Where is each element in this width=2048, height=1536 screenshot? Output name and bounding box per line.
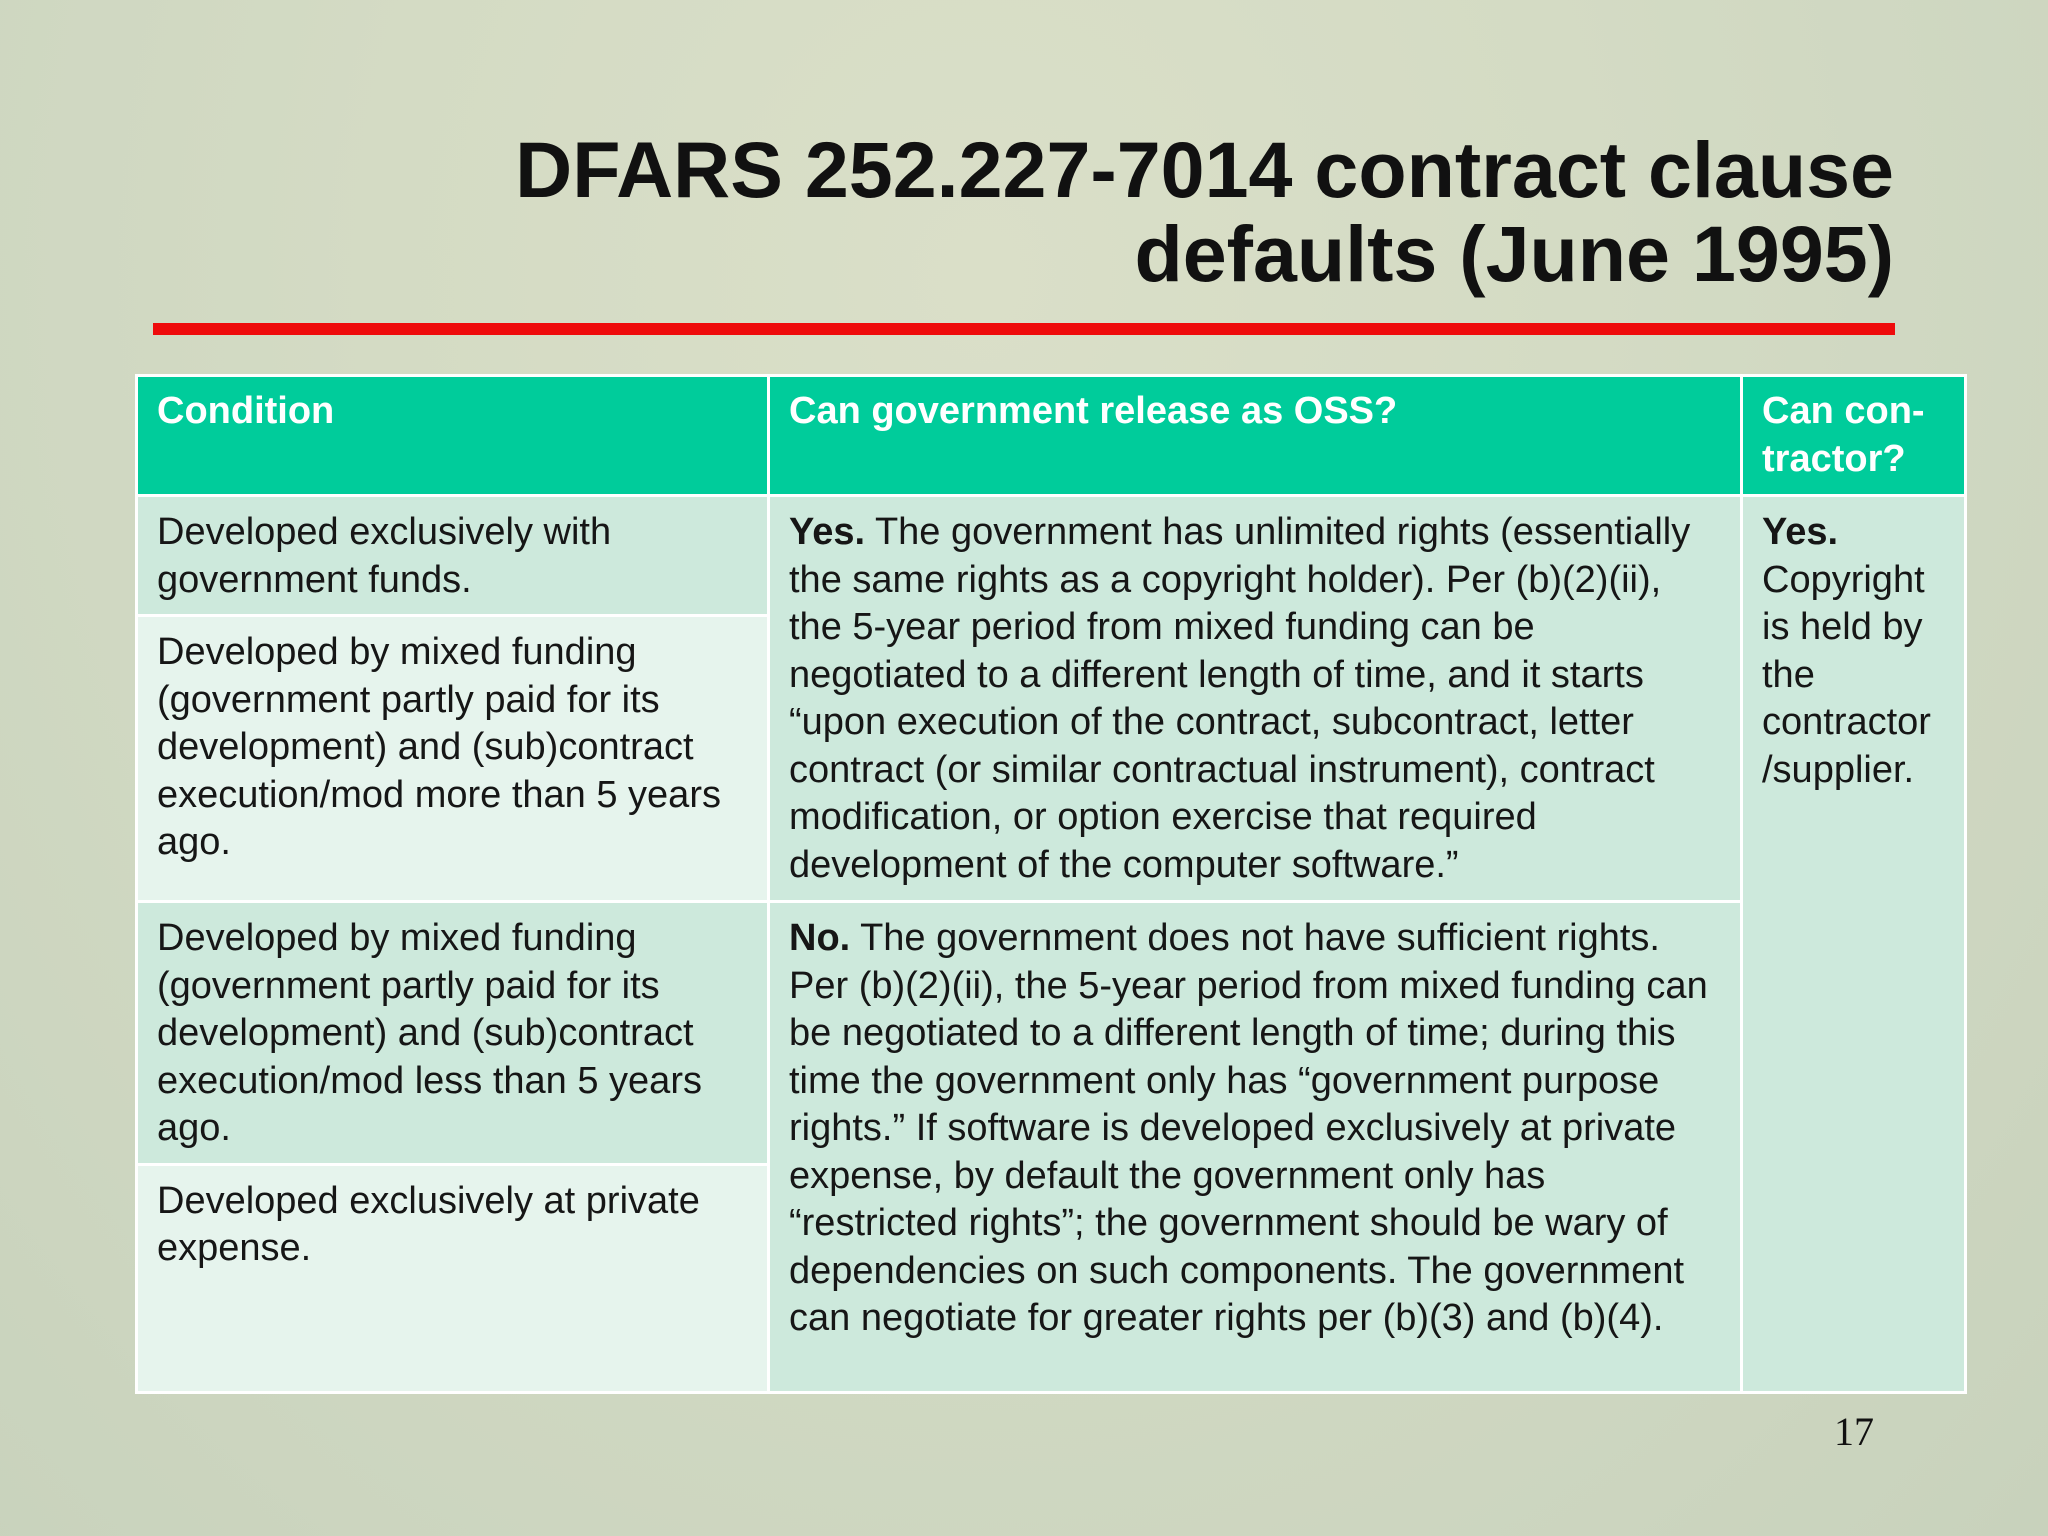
contractor-answer-text: Copyright is held by the contractor /supplier. [1762,558,1931,791]
rights-table [135,374,1967,1394]
header-contractor: Can con-tractor? [1742,376,1966,496]
release-answer-no-text: The government does not have sufficient rights. Per (b)(2)(ii), the 5-year period from mixed funding can be negotiated to a different length of time; during this time the government only has “government purpose rights.” If software is developed exclusively at private expense, by default the government only has “restricted rights”; the government should be wary of dependencies on such components. The government can negotiate for greater rights per (b)(3) and (b)(4). [789,917,1708,1339]
condition-cell-4: Developed exclusively at private expense. [137,1164,769,1393]
release-answer-no-lead: No. [789,917,851,959]
page-number: 17 [1834,1409,1874,1454]
release-answer-yes-lead: Yes. [789,511,866,553]
release-answer-yes [769,496,1742,902]
slide-title [394,125,1894,298]
table-header-row [137,376,1966,496]
title-divider [153,323,1895,335]
condition-cell-3: Developed by mixed funding (government partly paid for its development) and (sub)contract execution/mod less than 5 years ago. [137,902,769,1165]
header-release: Can government release as OSS? [769,376,1742,496]
release-answer-yes-text: The government has unlimited rights (essentially the same rights as a copyright holder). Per (b)(2)(ii), the 5-year period from mixed funding can be negotiated to a different length of time, and it starts “upon execution of the contract, subcontract, letter contract (or similar contractual instrument), contract modification, or option exercise that required development of the computer software.” [789,511,1691,886]
rights-table-container [135,374,1964,1394]
table-row [137,902,1966,1165]
title-line-2: defaults (June 1995) [1134,209,1894,298]
table-row [137,496,1966,616]
header-condition: Condition [137,376,769,496]
title-line-1: DFARS 252.227-7014 contract clause [515,125,1894,214]
condition-cell-2: Developed by mixed funding (government partly paid for its development) and (sub)contract execution/mod more than 5 years ago. [137,616,769,902]
contractor-answer-lead: Yes. [1762,511,1839,553]
contractor-answer [1742,496,1966,1393]
release-answer-no [769,902,1742,1393]
condition-cell-1: Developed exclusively with government funds. [137,496,769,616]
